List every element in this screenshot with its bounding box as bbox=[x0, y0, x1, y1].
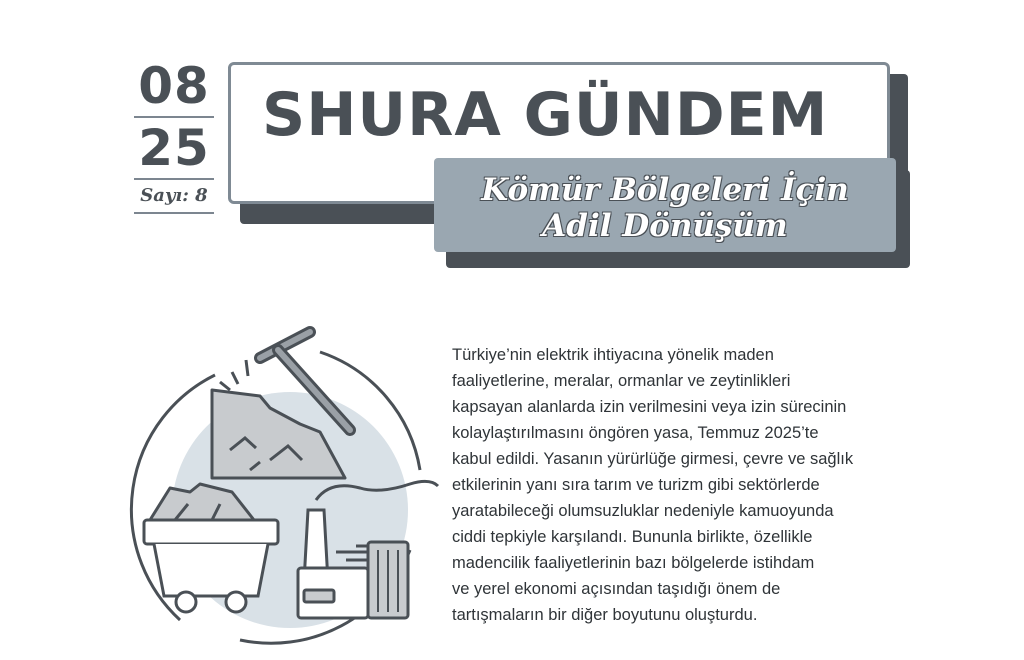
issue-divider bbox=[134, 178, 214, 180]
issue-divider bbox=[134, 212, 214, 214]
article-paragraph: Türkiye’nin elektrik ihtiyacına yönelik maden faaliyetlerine, meralar, ormanlar ve zeytinlikleri kapsayan alanlarda izin verilmesini veya izin sürecinin kolaylaştırılmasını öngören yasa, Temmuz 2025’te kabul edildi. Yasanın yürürlüğe girmesi, çevre ve sağlık etkilerinin yanı sıra tarım ve turizm gibi sektörlerde yaratabileceği olumsuzluklar nedeniyle kamuoyunda ciddi tepkiyle karşılandı. Bununla birlikte, özellikle madencilik faaliyetlerinin bazı bölgelerde istihdam ve yerel ekonomi açısından taşıdığı önem de tartışmaların bir diğer boyutunu oluşturdu. bbox=[452, 346, 854, 624]
cart-body bbox=[154, 544, 268, 596]
cart-rim bbox=[144, 520, 278, 544]
mining-energy-illustration bbox=[120, 320, 440, 650]
spark-line bbox=[246, 360, 248, 376]
factory-window bbox=[304, 590, 334, 602]
mining-illustration-icon bbox=[120, 320, 440, 650]
cart-wheel bbox=[176, 592, 196, 612]
issue-year: 25 bbox=[138, 119, 210, 177]
subtitle: Kömür Bölgeleri İçin Adil Dönüşüm bbox=[481, 172, 849, 244]
issue-number-block bbox=[130, 58, 218, 216]
issue-month: 08 bbox=[138, 57, 210, 115]
page-title: SHURA GÜNDEM bbox=[262, 80, 829, 150]
issue-divider bbox=[134, 116, 214, 118]
spark-line bbox=[220, 382, 230, 390]
cart-wheel bbox=[226, 592, 246, 612]
issue-label: Sayı: 8 bbox=[140, 185, 208, 206]
spark-line bbox=[232, 372, 238, 384]
